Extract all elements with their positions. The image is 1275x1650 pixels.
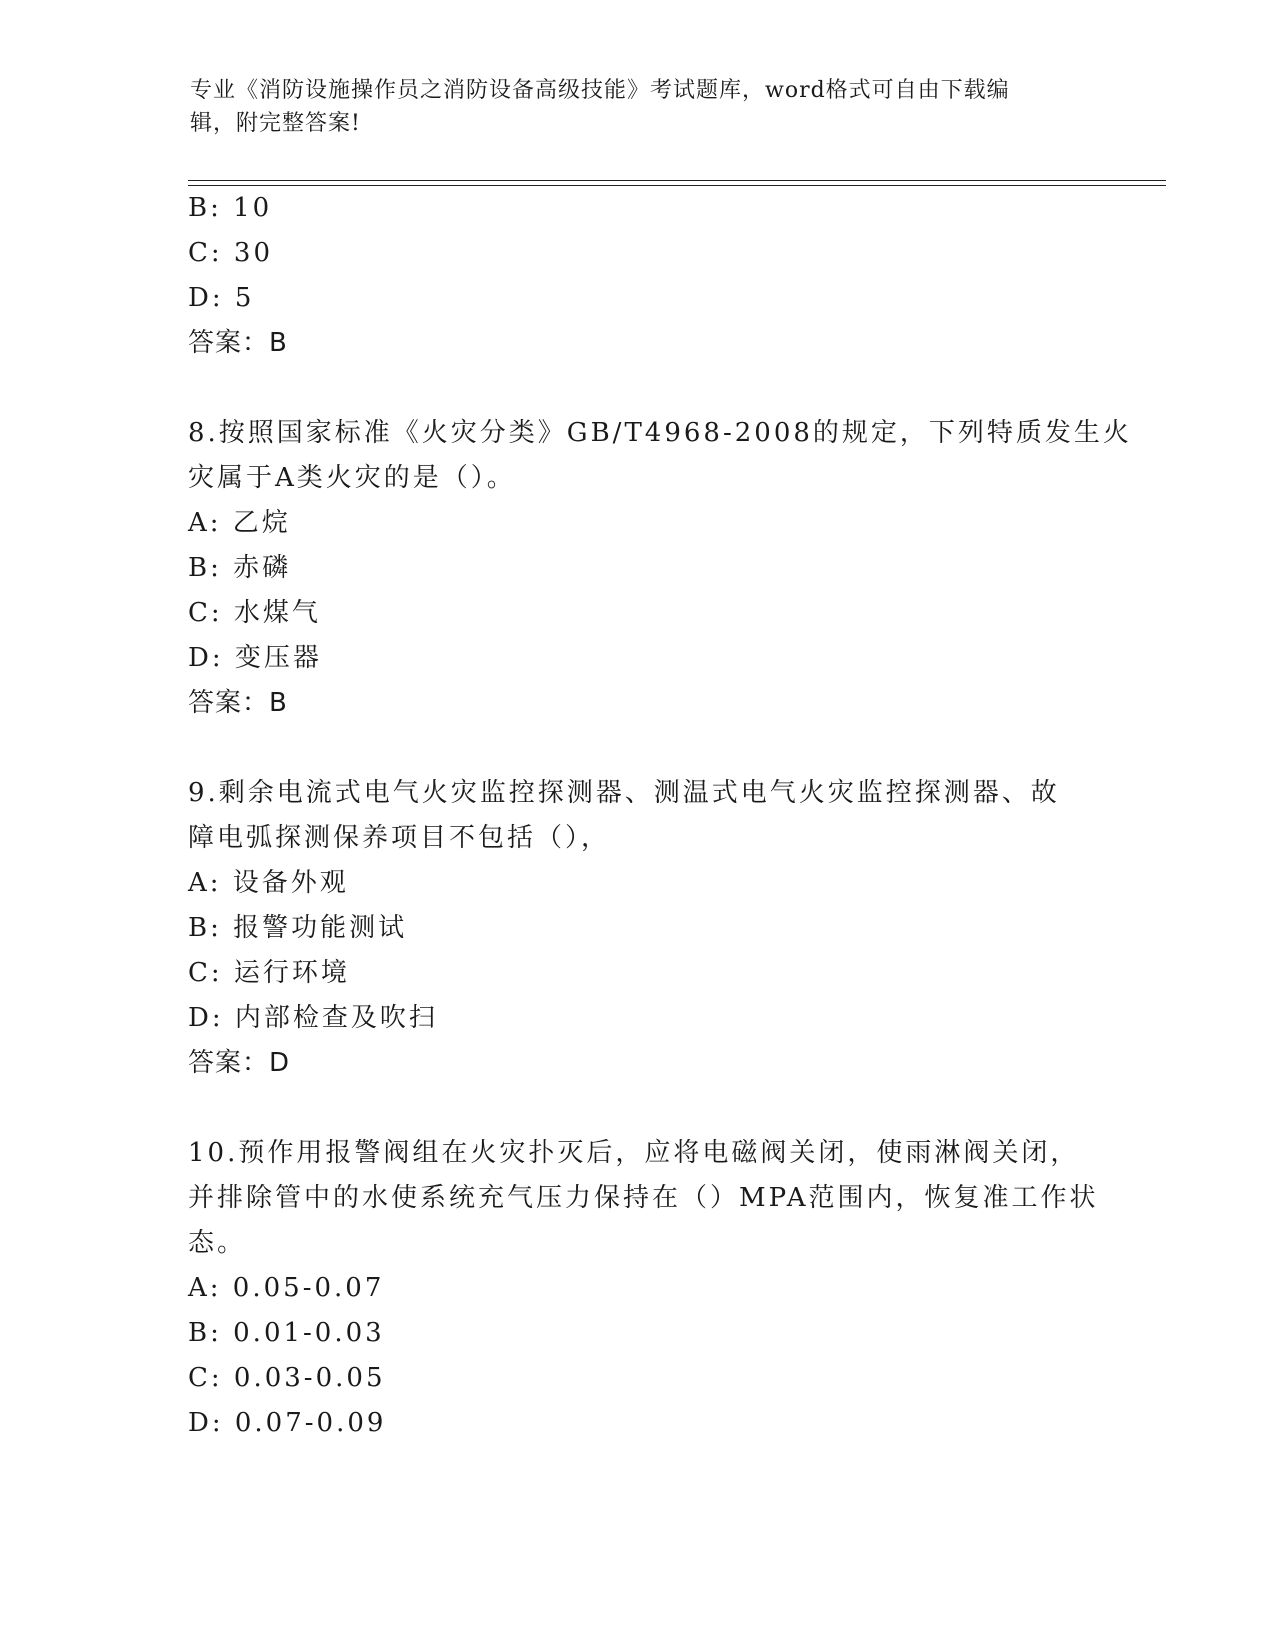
header-divider-top xyxy=(188,180,1166,181)
question-10-option-d: D: 0.07-0.09 xyxy=(188,1408,387,1438)
question-10-text-line-1: 10.预作用报警阀组在火灾扑灭后，应将电磁阀关闭，使雨淋阀关闭， xyxy=(188,1138,1080,1168)
question-8-option-d: D: 变压器 xyxy=(188,643,322,673)
question-10-option-a: A: 0.05-0.07 xyxy=(188,1273,385,1303)
answer: 答案：B xyxy=(188,328,288,358)
question-9-option-d: D: 内部检查及吹扫 xyxy=(188,1003,438,1033)
question-10-option-b: B: 0.01-0.03 xyxy=(188,1318,385,1348)
question-8-text-line-2: 灾属于A类火灾的是（）。 xyxy=(188,463,516,493)
question-9-option-c: C: 运行环境 xyxy=(188,958,350,988)
question-10-text-line-3: 态。 xyxy=(188,1228,247,1258)
question-9-answer: 答案：D xyxy=(188,1048,291,1078)
document-header xyxy=(190,74,1090,140)
option-c: C: 30 xyxy=(188,238,274,268)
question-9-option-a: A: 设备外观 xyxy=(188,868,349,898)
question-8-answer: 答案：B xyxy=(188,688,288,718)
option-b: B: 10 xyxy=(188,193,273,223)
question-9-text-line-2: 障电弧探测保养项目不包括（）， xyxy=(188,823,611,853)
question-8-option-c: C: 水煤气 xyxy=(188,598,321,628)
question-10-text-line-2: 并排除管中的水使系统充气压力保持在（）MPA范围内，恢复准工作状 xyxy=(188,1183,1099,1213)
header-line-2: 辑，附完整答案! xyxy=(190,111,361,136)
header-line-1: 专业《消防设施操作员之消防设备高级技能》考试题库，word格式可自由下载编 xyxy=(190,78,1010,103)
option-d: D: 5 xyxy=(188,283,255,313)
header-divider-bottom xyxy=(188,185,1166,186)
question-9-option-b: B: 报警功能测试 xyxy=(188,913,408,943)
question-8-option-a: A: 乙烷 xyxy=(188,508,291,538)
question-9-text-line-1: 9.剩余电流式电气火灾监控探测器、测温式电气火灾监控探测器、故 xyxy=(188,778,1060,808)
question-8-option-b: B: 赤磷 xyxy=(188,553,292,583)
question-10-option-c: C: 0.03-0.05 xyxy=(188,1363,386,1393)
question-8-text-line-1: 8.按照国家标准《火灾分类》GB/T4968-2008的规定，下列特质发生火 xyxy=(188,418,1132,448)
